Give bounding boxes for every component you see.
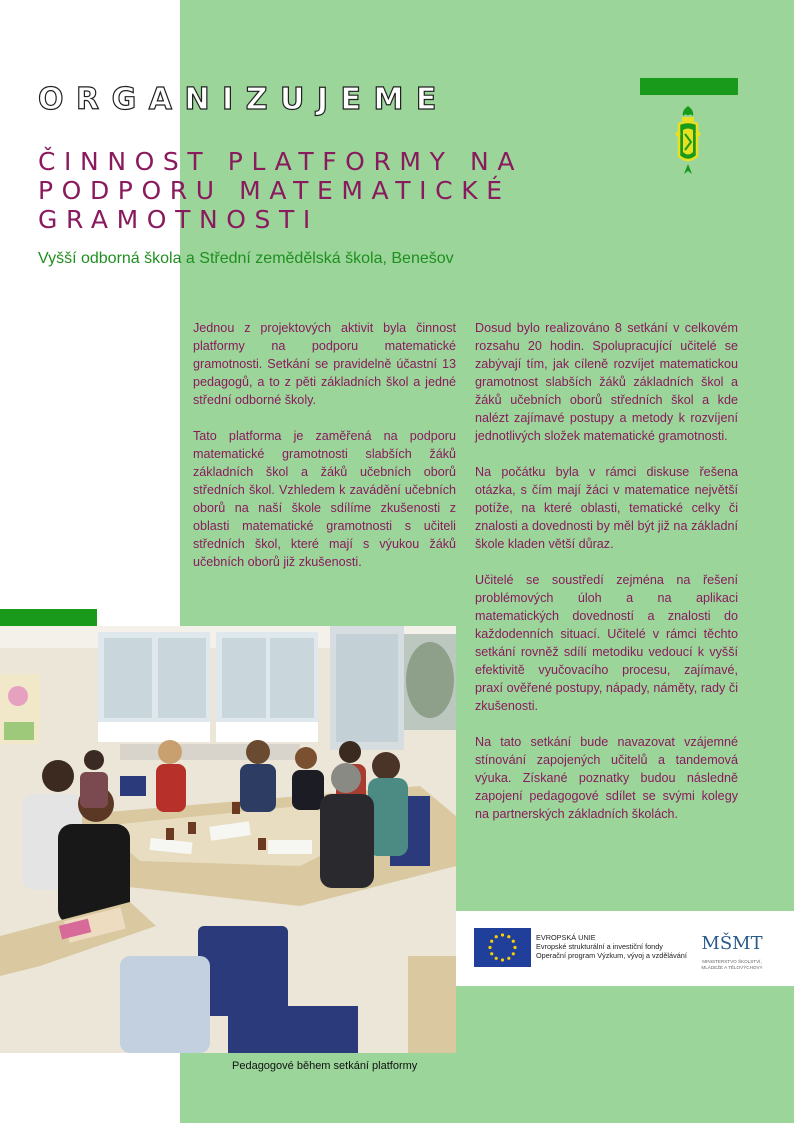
accent-bar-left (0, 609, 97, 626)
accent-bar-top (640, 78, 738, 95)
subtitle-line: ČINNOST PLATFORMY NA (38, 147, 524, 176)
eu-text-line: EVROPSKÁ UNIE (536, 933, 596, 942)
school-name: Vyšší odborná škola a Střední zemědělská škola, Benešov (38, 250, 454, 267)
paragraph: Na počátku byla v rámci diskuse řešena otázka, s čím mají žáci v matematice největší potíže, na které oblasti, tematické celky či znalosti a dovednosti by měl být již na základní škole kladen větší důraz. (475, 465, 738, 551)
eu-text-line: Operační program Výzkum, vývoj a vzdělávání (536, 951, 687, 960)
eu-flag-icon (474, 928, 531, 967)
meeting-photo-illustration (0, 626, 456, 1053)
msmt-mark-text: MŠMT (701, 933, 763, 954)
meeting-photo (0, 626, 456, 1053)
photo-caption: Pedagogové během setkání platformy (232, 1060, 418, 1072)
paragraph: Učitelé se soustředí zejména na řešení problémových úloh a na aplikaci matematických dovedností a znalosti do každodenních situací. Učitelé v rámci těchto setkání rovněž sdílí metodiku vedoucí k vyšší efektivitě vyučovacího procesu, zajímavé, praxí ověřené postupy, nápady, náměty, rady či zkušenosti. (475, 573, 738, 713)
eu-logo-text (536, 933, 687, 960)
subtitle-line: GRAMOTNOSTI (38, 205, 319, 234)
paragraph: Jednou z projektových aktivit byla činnost platformy na podporu matematické gramotnosti. Setkání se pravidelně účastní 13 pedagogů, a to z pěti základních škol a jedné střední odborné školy. (193, 321, 456, 407)
eu-text-line: Evropské strukturální a investiční fondy (536, 942, 663, 951)
school-crest-icon (675, 104, 701, 178)
article-subtitle (38, 147, 638, 234)
msmt-text-line: MINISTERSTVO ŠKOLSTVÍ, (702, 959, 762, 964)
subtitle-line: PODPORU MATEMATICKÉ (38, 176, 511, 205)
paragraph: Na tato setkání bude navazovat vzájemné stínování zapojených učitelů a tandemová výuka. Získané poznatky budou následně zapojení pedagogové sdílet se svými kolegy na partnerských základních školách. (475, 735, 738, 821)
text-column-left (193, 319, 456, 589)
page-title: ORGANIZUJEME (38, 82, 449, 117)
paragraph: Tato platforma je zaměřená na podporu matematické gramotnosti slabších žáků základních škol a žáků učebních oborů středních škol. Vzhledem k zavádění učebních oborů na naší škole sdílíme zkušenosti z oblasti matematické gramotnosti s učiteli středních škol, které mají s výukou žáků učebních oborů již zkušenosti. (193, 429, 456, 569)
msmt-logo (700, 928, 764, 974)
msmt-logo-mark (701, 928, 763, 954)
funding-logos (456, 911, 794, 986)
paragraph: Dosud bylo realizováno 8 setkání v celkovém rozsahu 20 hodin. Spolupracující učitelé se zabývají tím, jak cíleně rozvíjet matematickou gramotnost slabších žáků základních škol a žáků učebních oborů středních škol a kde nalézt zajímavé postupy a metody k rozvíjení jednotlivých složek matematické gramotnosti. (475, 321, 738, 443)
text-column-right (475, 319, 738, 841)
msmt-text-line: MLÁDEŽE A TĚLOVÝCHOVY (701, 964, 763, 970)
